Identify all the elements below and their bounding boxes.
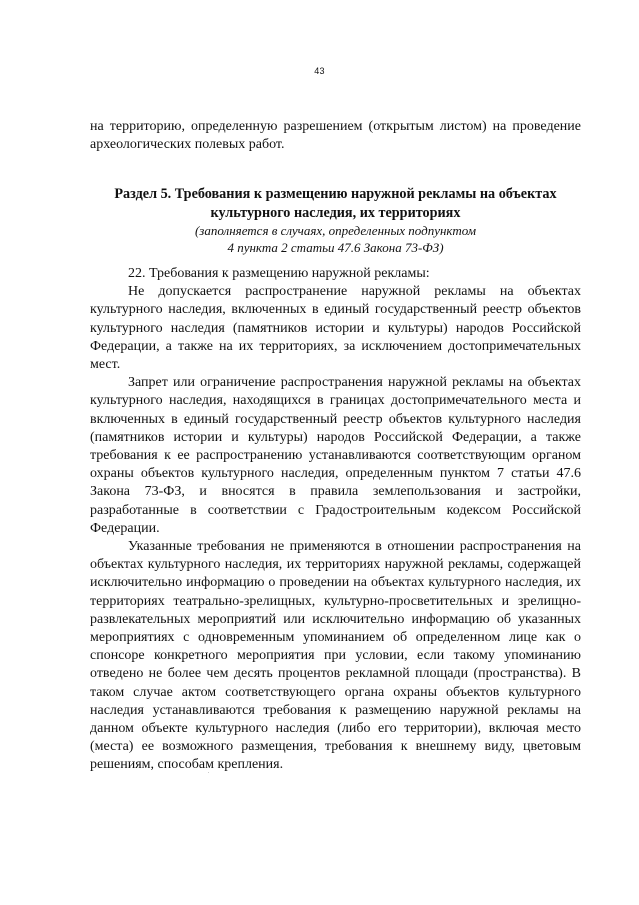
- page-number: 43: [314, 66, 325, 76]
- section-title-line-2: культурного наследия, их территориях: [210, 204, 461, 221]
- continued-paragraph-block: [90, 118, 581, 154]
- section-note-line-2: 4 пункта 2 статьи 47.6 Закона 73-ФЗ): [227, 240, 444, 255]
- scan-speck: [208, 772, 209, 773]
- section-title-line-1: Раздел 5. Требования к размещению наружной рекламы на объектах: [114, 186, 557, 202]
- section-note-line-1: (заполняется в случаях, определенных подпунктом: [194, 223, 477, 238]
- section-body: [90, 265, 581, 775]
- paragraph-prohibition: Не допускается распространение наружной рекламы на объектах культурного наследия, включенных в единый государственный реестр объектов культурного наследия (памятников истории и культуры) народов Российской Федерации, а также на их территориях, за исключением достопримечательных мест.: [90, 284, 581, 373]
- continued-paragraph: на территорию, определенную разрешением (открытым листом) на проведение археологических полевых работ.: [90, 119, 581, 153]
- paragraph-exceptions: Указанные требования не применяются в отношении распространения на объектах культурного наследия, их территориях наружной рекламы, содержащей исключительно информацию о проведении на объектах культурного наследия, их территориях театрально-зрелищных, культурно-просветительных и зрелищно-развлекательных мероприятий или исключительно информацию об указанных мероприятиях с одновременным упоминанием об определенном лице как о спонсоре конкретного мероприятия при условии, если такому упоминанию отведено не более чем десять процентов рекламной площади (пространства). В таком случае актом соответствующего органа охраны объектов культурного наследия устанавливаются требования к размещению наружной рекламы на данном объекте культурного наследия (либо его территории), включая место (места) ее возможного размещения, требования к внешнему виду, цветовым решениям, способам крепления.: [90, 539, 581, 773]
- paragraph-requirements-heading: 22. Требования к размещению наружной рекламы:: [128, 266, 430, 281]
- section-header: [90, 185, 581, 256]
- paragraph-restriction: Запрет или ограничение распространения наружной рекламы на объектах культурного наследия, находящихся в границах достопримечательного места и включенных в единый государственный реестр объектов культурного наследия (памятников истории и культуры) народов Российской Федерации, а также требования к ее распространению устанавливаются соответствующим органом охраны объектов культурного наследия, определенным пунктом 7 статьи 47.6 Закона 73-ФЗ, и вносятся в правила землепользования и застройки, разработанные в соответствии с Градостроительным кодексом Российской Федерации.: [90, 375, 581, 536]
